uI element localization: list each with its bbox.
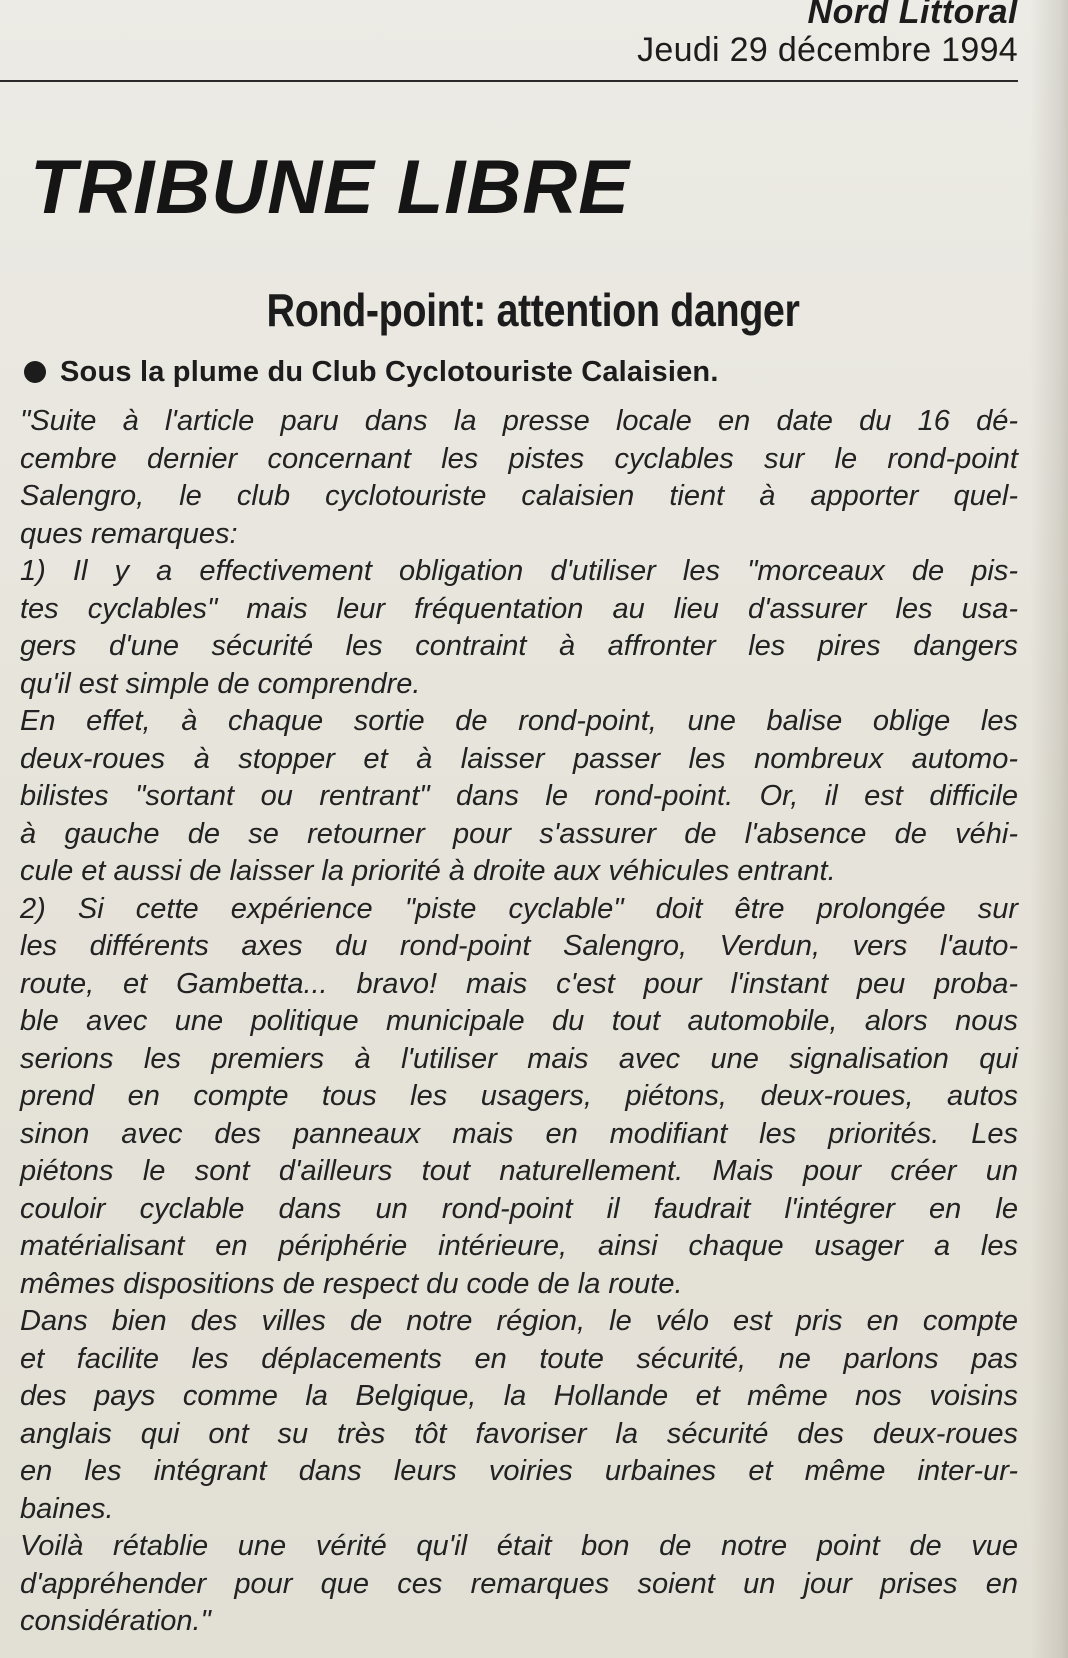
publication-date: Jeudi 29 décembre 1994 xyxy=(637,31,1018,69)
body-line: en les intégrant dans leurs voiries urbaines et même inter-ur- xyxy=(20,1455,1018,1487)
body-line: matérialisant en périphérie intérieure, ainsi chaque usager a les xyxy=(20,1230,1018,1262)
body-line: anglais qui ont su très tôt favoriser la sécurité des deux-roues xyxy=(20,1417,1018,1450)
body-line: cembre dernier concernant les pistes cyclables sur le rond-point xyxy=(20,442,1018,475)
body-line: couloir cyclable dans un rond-point il faudrait l'intégrer en le xyxy=(20,1192,1018,1225)
body-line: prend en compte tous les usagers, piétons, deux-roues, autos xyxy=(20,1080,1018,1112)
header-rule xyxy=(0,80,1018,82)
byline-text: Sous la plume du Club Cyclotouriste Calaisien. xyxy=(60,356,719,388)
masthead xyxy=(637,0,1018,70)
body-line: tes cyclables" mais leur fréquentation au lieu d'assurer les usa- xyxy=(20,592,1018,625)
body-line: deux-roues à stopper et à laisser passer les nombreux automo- xyxy=(20,742,1018,775)
body-line: piétons le sont d'ailleurs tout naturellement. Mais pour créer un xyxy=(20,1155,1018,1187)
body-line: ble avec une politique municipale du tout automobile, alors nous xyxy=(20,1005,1018,1037)
newspaper-name: Nord Littoral xyxy=(807,0,1018,31)
body-line: des pays comme la Belgique, la Hollande et même nos voisins xyxy=(20,1380,1018,1412)
body-line: 1) Il y a effectivement obligation d'utiliser les "morceaux de pis- xyxy=(20,555,1018,587)
body-line: cule et aussi de laisser la priorité à droite aux véhicules entrant. xyxy=(20,855,836,887)
section-title: TRIBUNE LIBRE xyxy=(30,145,630,230)
body-line: bilistes "sortant ou rentrant" dans le rond-point. Or, il est difficile xyxy=(20,780,1018,812)
article-headline: Rond-point: attention danger xyxy=(266,284,800,336)
body-line: baines. xyxy=(20,1492,114,1525)
body-line: 2) Si cette expérience "piste cyclable" doit être prolongée sur xyxy=(20,892,1018,925)
body-line: gers d'une sécurité les contraint à affronter les pires dangers xyxy=(20,630,1018,662)
body-line: les différents axes du rond-point Salengro, Verdun, vers l'auto- xyxy=(20,930,1018,962)
byline xyxy=(20,352,719,392)
body-line: qu'il est simple de comprendre. xyxy=(20,667,421,700)
body-line: considération." xyxy=(20,1605,211,1637)
article-body xyxy=(20,403,1018,1641)
body-line: mêmes dispositions de respect du code de la route. xyxy=(20,1267,683,1300)
body-line: route, et Gambetta... bravo! mais c'est pour l'instant peu proba- xyxy=(20,967,1018,1000)
bullet-icon xyxy=(24,361,46,383)
body-line: sinon avec des panneaux mais en modifiant les priorités. Les xyxy=(20,1117,1018,1150)
body-line: d'appréhender pour que ces remarques soient un jour prises en xyxy=(20,1567,1018,1600)
body-line: ques remarques: xyxy=(20,517,238,550)
body-line: Salengro, le club cyclotouriste calaisien tient à apporter quel- xyxy=(20,480,1018,512)
body-line: Voilà rétablie une vérité qu'il était bon de notre point de vue xyxy=(20,1530,1018,1562)
body-line: et facilite les déplacements en toute sécurité, ne parlons pas xyxy=(20,1342,1018,1375)
body-line: En effet, à chaque sortie de rond-point, une balise oblige les xyxy=(20,705,1018,737)
body-line: "Suite à l'article paru dans la presse locale en date du 16 dé- xyxy=(20,405,1018,437)
body-line: à gauche de se retourner pour s'assurer de l'absence de véhi- xyxy=(20,817,1018,850)
body-line: serions les premiers à l'utiliser mais avec une signalisation qui xyxy=(20,1042,1018,1075)
body-line: Dans bien des villes de notre région, le vélo est pris en compte xyxy=(20,1305,1018,1337)
